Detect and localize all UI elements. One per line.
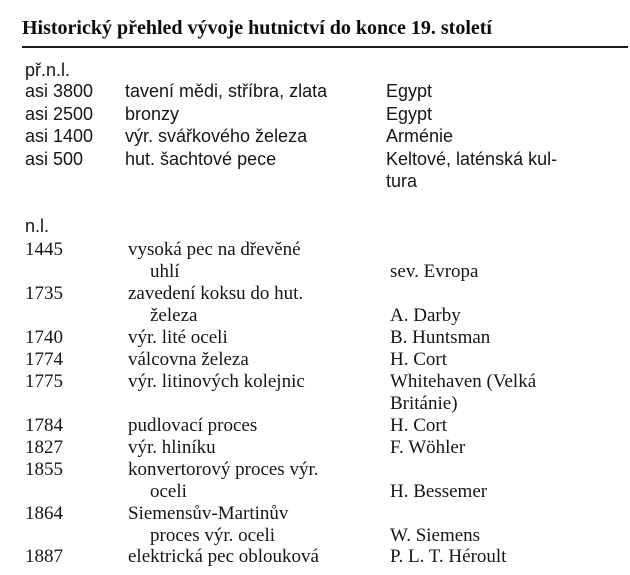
who-cell: Keltové, laténská kul-	[386, 149, 558, 169]
title-rule	[22, 46, 628, 48]
event-cell: pudlovací proces	[128, 415, 258, 436]
who-cell: Arménie	[386, 126, 454, 146]
who-cell: Whitehaven (Velká	[390, 371, 537, 392]
table-row	[0, 81, 630, 103]
who-cell: Egypt	[386, 104, 433, 124]
event-cell: bronzy	[125, 104, 180, 124]
section-heading-bc	[0, 60, 630, 82]
who-cell: sev. Evropa	[390, 261, 479, 282]
table-row	[0, 437, 630, 459]
table-row	[0, 349, 630, 371]
table-row	[0, 283, 630, 305]
event-cell: konvertorový proces výr.	[128, 459, 319, 480]
event-cell-continuation: uhlí	[150, 261, 180, 282]
table-row-continuation	[0, 305, 630, 327]
event-cell-continuation: proces výr. oceli	[150, 525, 276, 546]
date-cell: 1864	[25, 503, 63, 524]
event-cell: výr. lité oceli	[128, 327, 228, 348]
table-row	[0, 371, 630, 393]
table-row	[0, 104, 630, 126]
date-cell: 1855	[25, 459, 63, 480]
date-cell: asi 1400	[25, 126, 94, 146]
table-row	[0, 149, 630, 171]
event-cell: výr. svářkového železa	[125, 126, 308, 146]
who-cell: H. Cort	[390, 349, 447, 370]
table-row	[0, 503, 630, 525]
who-cell-continuation: Británie)	[390, 393, 458, 414]
who-cell: P. L. T. Héroult	[390, 546, 507, 567]
table-row	[0, 546, 630, 568]
table-row	[0, 126, 630, 148]
who-cell: H. Cort	[390, 415, 447, 436]
event-cell: výr. hliníku	[128, 437, 216, 458]
date-cell: asi 3800	[25, 81, 94, 101]
table-row-continuation	[0, 171, 630, 193]
event-cell: výr. litinových kolejnic	[128, 371, 305, 392]
date-cell: 1887	[25, 546, 63, 567]
table-row	[0, 327, 630, 349]
date-cell: 1735	[25, 283, 63, 304]
event-cell: vysoká pec na dřevěné	[128, 239, 301, 260]
who-cell: A. Darby	[390, 305, 461, 326]
page-title: Historický přehled vývoje hutnictví do konce 19. století	[22, 17, 492, 39]
date-cell: asi 500	[25, 149, 84, 169]
event-cell-continuation: železa	[150, 305, 198, 326]
who-cell-continuation: tura	[386, 171, 418, 191]
table-row-continuation	[0, 393, 630, 415]
event-cell-continuation: oceli	[150, 481, 187, 502]
date-cell: 1774	[25, 349, 63, 370]
event-cell: hut. šachtové pece	[125, 149, 277, 169]
table-row	[0, 459, 630, 481]
event-cell: zavedení koksu do hut.	[128, 283, 304, 304]
table-row-continuation	[0, 525, 630, 547]
table-row	[0, 415, 630, 437]
section-heading-ad	[0, 216, 630, 238]
event-cell: Siemensův-Martinův	[128, 503, 289, 524]
who-cell: H. Bessemer	[390, 481, 488, 502]
event-cell: tavení mědi, stříbra, zlata	[125, 81, 328, 101]
date-cell: asi 2500	[25, 104, 94, 124]
who-cell: F. Wöhler	[390, 437, 466, 458]
heading-bc: př.n.l.	[25, 60, 71, 80]
table-row-continuation	[0, 261, 630, 283]
heading-ad: n.l.	[25, 216, 50, 236]
who-cell: Egypt	[386, 81, 433, 101]
event-cell: elektrická pec oblouková	[128, 546, 319, 567]
table-row-continuation	[0, 481, 630, 503]
date-cell: 1775	[25, 371, 63, 392]
date-cell: 1445	[25, 239, 63, 260]
who-cell: W. Siemens	[390, 525, 481, 546]
date-cell: 1784	[25, 415, 63, 436]
event-cell: válcovna železa	[128, 349, 249, 370]
who-cell: B. Huntsman	[390, 327, 491, 348]
table-row	[0, 239, 630, 261]
date-cell: 1740	[25, 327, 63, 348]
date-cell: 1827	[25, 437, 63, 458]
